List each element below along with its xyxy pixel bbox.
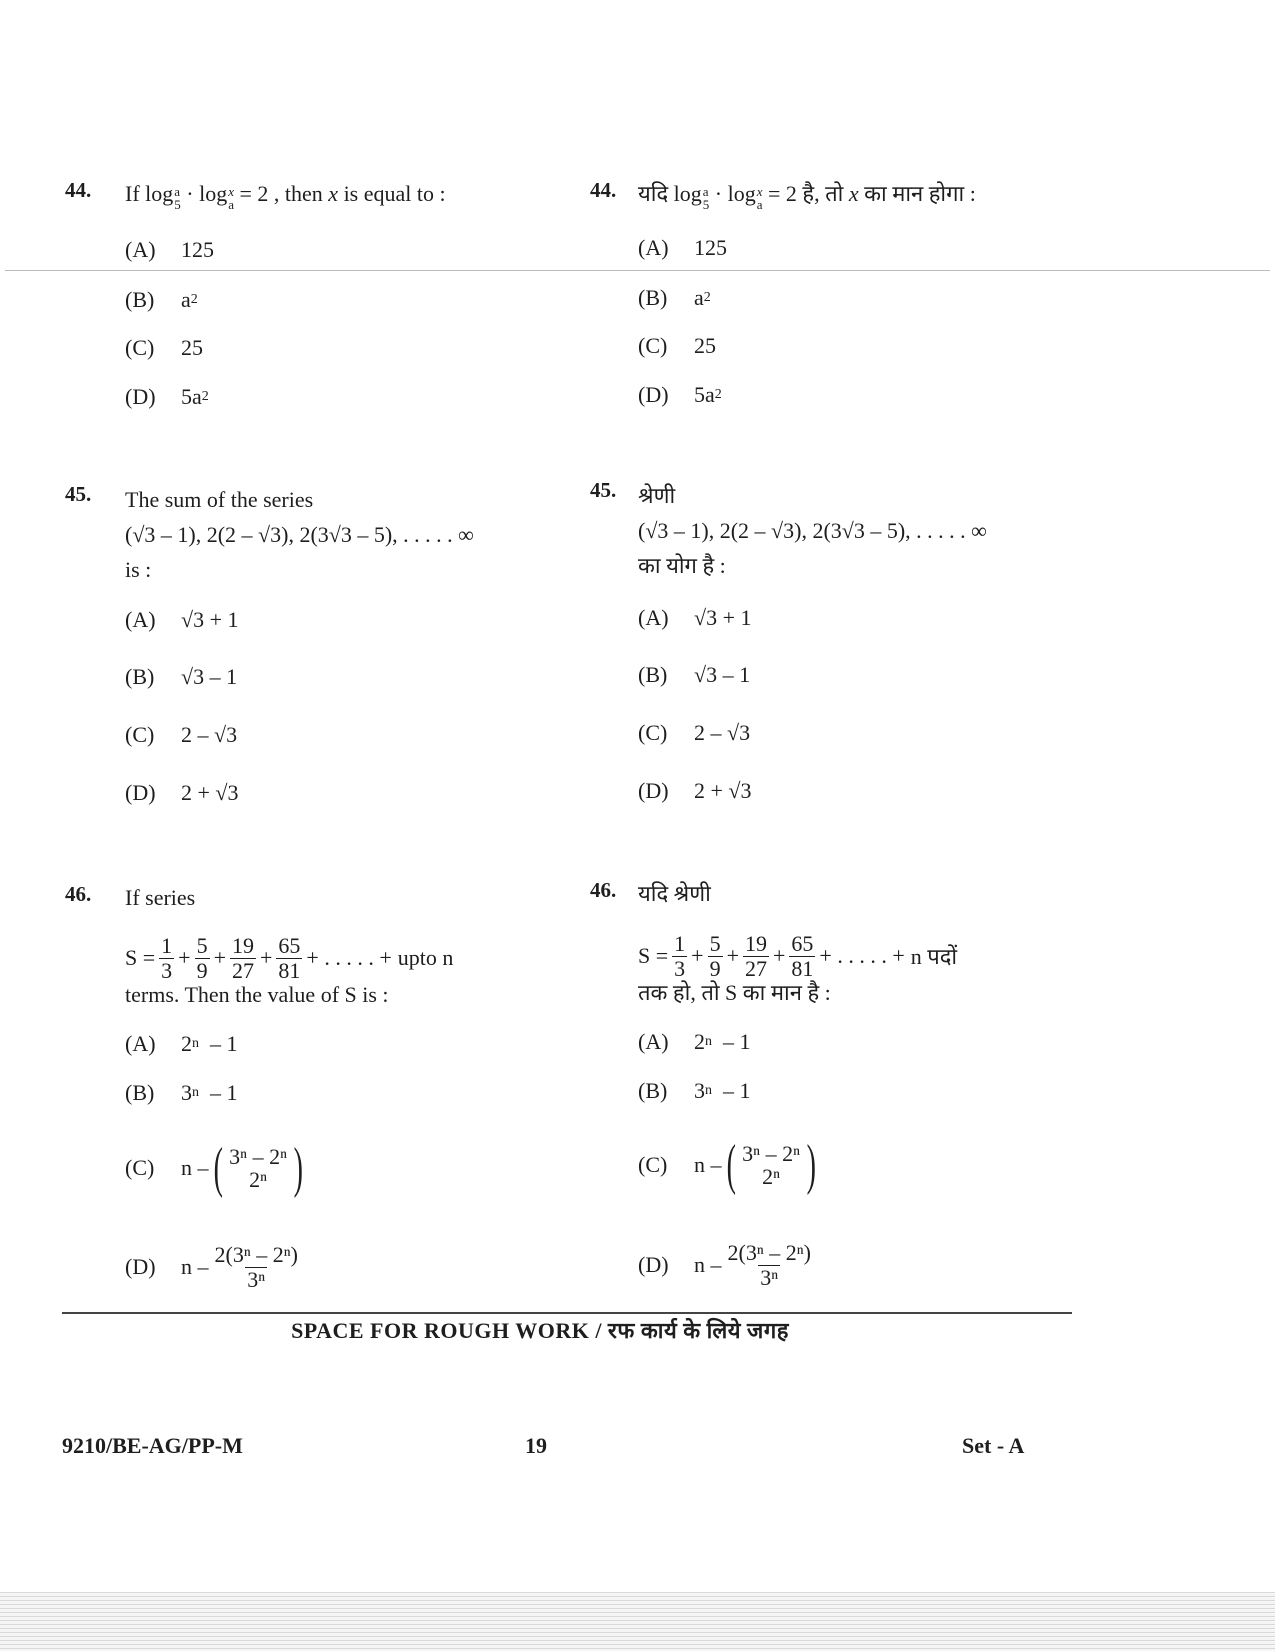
- fraction: $\frac{1}{3}$: [161, 933, 173, 983]
- question-text: If log a 5 · log x a = 2 , then x is equal to :: [125, 181, 446, 212]
- option-d[interactable]: (D) n – $\frac{\text{2(3ⁿ – 2ⁿ)}}{\text{3ⁿ}}$: [125, 1242, 299, 1292]
- fraction: $\frac{19}{27}$: [745, 931, 767, 981]
- series-formula: S = $\frac{1}{3}$ + $\frac{5}{9}$ + $\frac{19}{27}$ + $\frac{65}{81}$ + . . . . . + n पदों: [638, 931, 958, 981]
- series-formula: S = $\frac{1}{3}$ + $\frac{5}{9}$ + $\frac{19}{27}$ + $\frac{65}{81}$ + . . . . . + upto n: [125, 933, 454, 983]
- option-b[interactable]: (B) √3 – 1: [125, 664, 238, 689]
- option-b[interactable]: (B) √3 – 1: [638, 662, 751, 687]
- fraction: $\frac{5}{9}$: [709, 931, 721, 981]
- option-a[interactable]: (A) √3 + 1: [125, 607, 239, 632]
- question-text-continued: terms. Then the value of S is :: [125, 982, 389, 1007]
- option-a[interactable]: (A) √3 + 1: [638, 605, 752, 630]
- option-a[interactable]: (A) 125: [125, 237, 214, 262]
- paper-code: 9210/BE-AG/PP-M: [62, 1433, 243, 1458]
- option-b[interactable]: (B) 3 n – 1: [125, 1080, 238, 1105]
- scan-line: [5, 270, 1270, 271]
- option-c[interactable]: (C) 25: [638, 333, 716, 358]
- option-d[interactable]: (D) 5a 2: [638, 382, 722, 407]
- option-d[interactable]: (D) 5a 2: [125, 384, 209, 409]
- question-number: 46.: [590, 878, 617, 902]
- question-text: यदि log a 5 · log x a = 2 है, तो x का मान होगा :: [638, 181, 976, 212]
- option-d[interactable]: (D) 2 + √3: [125, 780, 239, 805]
- option-a[interactable]: (A) 2 n – 1: [638, 1029, 751, 1054]
- fraction: $\frac{5}{9}$: [196, 933, 208, 983]
- option-a[interactable]: (A) 2 n – 1: [125, 1031, 238, 1056]
- rough-work-separator: [62, 1312, 1072, 1314]
- set-label: Set - A: [962, 1433, 1025, 1458]
- fraction: $\frac{65}{81}$: [791, 931, 814, 981]
- question-text: If series: [125, 885, 196, 910]
- question-text-continued: तक हो, तो S का मान है :: [638, 980, 831, 1005]
- question-text: श्रेणी (√3 – 1), 2(2 – √3), 2(3√3 – 5), . . . . . ∞ का योग है :: [638, 478, 1098, 583]
- option-d[interactable]: (D) 2 + √3: [638, 778, 752, 803]
- option-c[interactable]: (C) 2 – √3: [638, 720, 751, 745]
- question-text: यदि श्रेणी: [638, 881, 711, 906]
- option-c[interactable]: (C) 2 – √3: [125, 722, 238, 747]
- fraction: $\frac{1}{3}$: [674, 931, 686, 981]
- question-number: 44.: [65, 178, 92, 202]
- series-expression: (√3 – 1), 2(2 – √3), 2(3√3 – 5), . . . . . ∞: [638, 518, 987, 543]
- option-a[interactable]: (A) 125: [638, 235, 727, 260]
- option-b[interactable]: (B) a 2: [125, 287, 198, 312]
- question-number: 45.: [590, 478, 617, 502]
- fraction: $\frac{65}{81}$: [278, 933, 301, 983]
- option-c[interactable]: (C) n – ( 3ⁿ – 2ⁿ 2ⁿ ): [125, 1137, 304, 1199]
- question-number: 45.: [65, 482, 92, 506]
- question-number: 44.: [590, 178, 617, 202]
- option-d[interactable]: (D) n – $\frac{\text{2(3ⁿ – 2ⁿ)}}{\text{3ⁿ}}$: [638, 1240, 812, 1290]
- scan-edge: [0, 1592, 1275, 1651]
- option-c[interactable]: (C) 25: [125, 335, 203, 360]
- rough-work-label: SPACE FOR ROUGH WORK / रफ कार्य के लिये जगह: [291, 1318, 789, 1343]
- option-c[interactable]: (C) n – ( 3ⁿ – 2ⁿ 2ⁿ ): [638, 1134, 817, 1196]
- page-number: 19: [525, 1433, 547, 1458]
- option-b[interactable]: (B) 3 n – 1: [638, 1078, 751, 1103]
- question-number: 46.: [65, 882, 92, 906]
- option-b[interactable]: (B) a 2: [638, 285, 711, 310]
- series-expression: (√3 – 1), 2(2 – √3), 2(3√3 – 5), . . . . . ∞: [125, 522, 474, 547]
- question-text: The sum of the series (√3 – 1), 2(2 – √3), 2(3√3 – 5), . . . . . ∞ is :: [125, 482, 585, 587]
- fraction: $\frac{19}{27}$: [232, 933, 254, 983]
